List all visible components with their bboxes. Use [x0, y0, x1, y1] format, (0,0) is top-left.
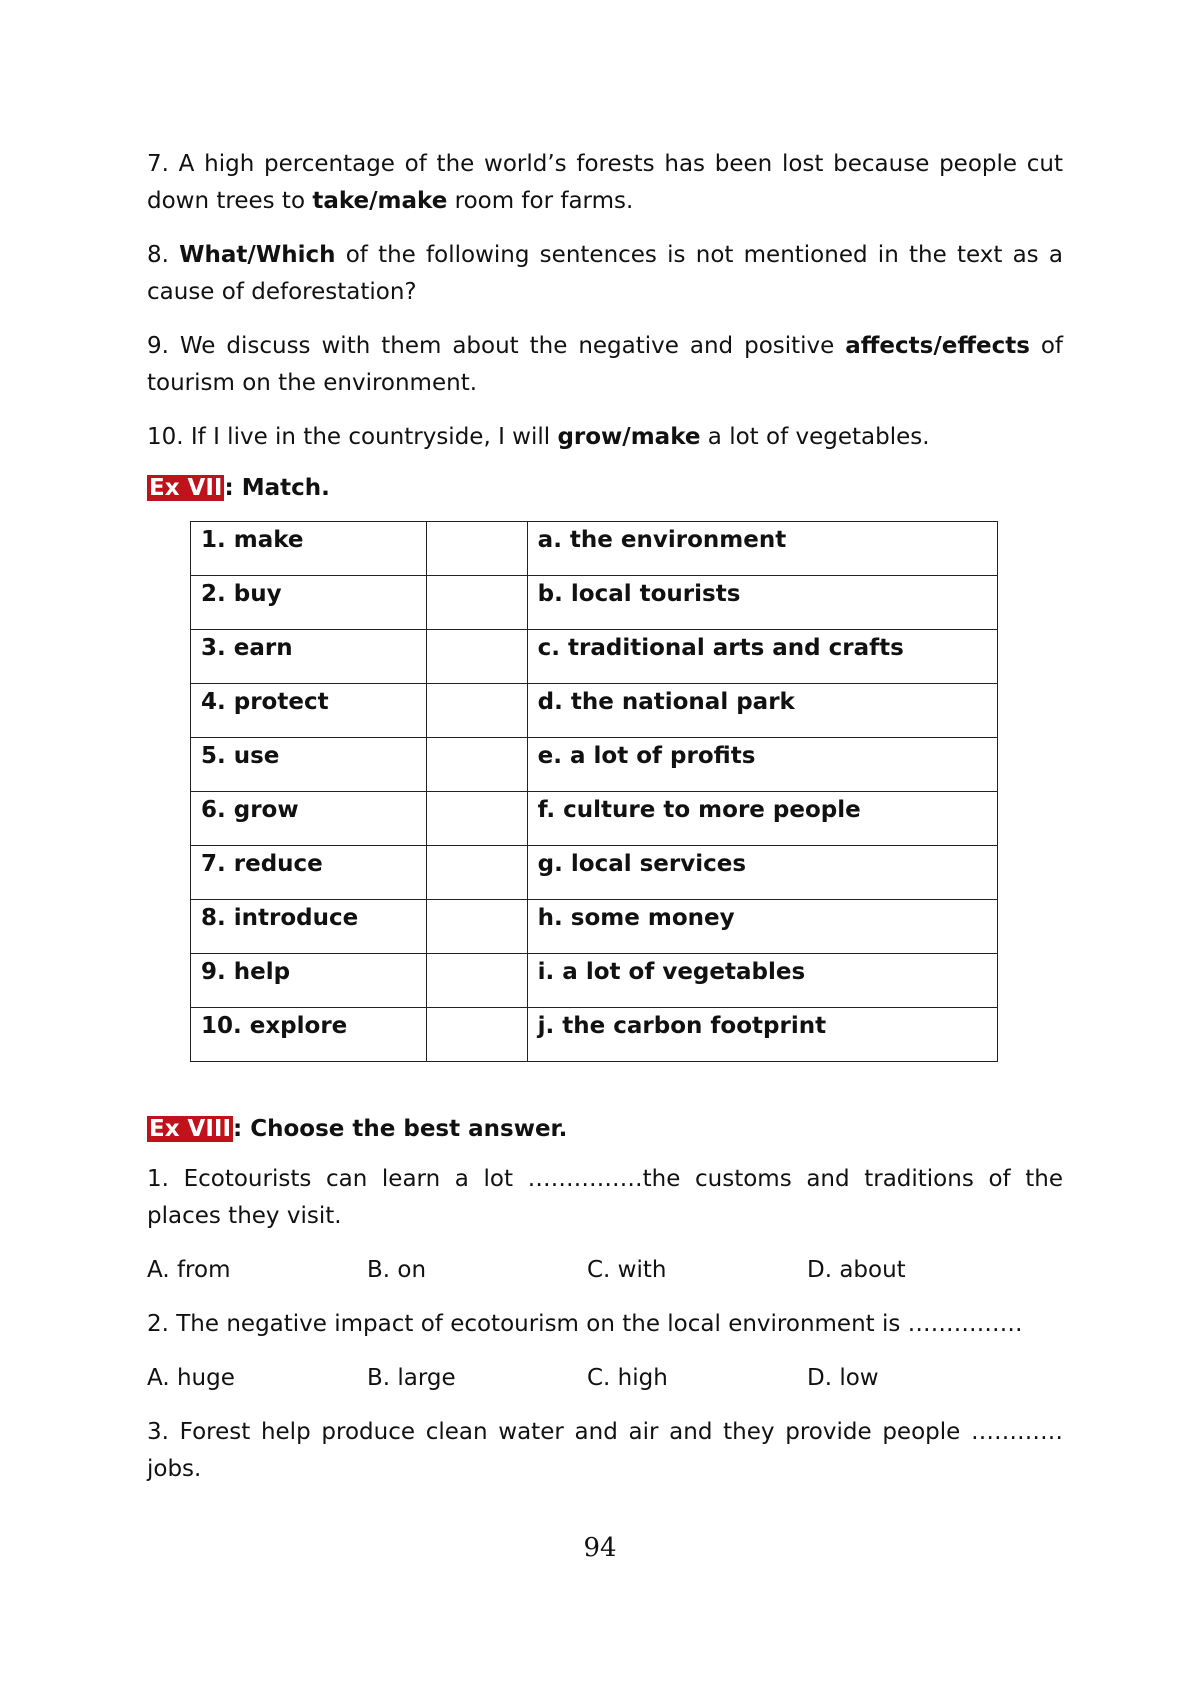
question-text: 9. We discuss with them about the negative and positive	[147, 333, 846, 359]
question-text: 8.	[147, 242, 180, 268]
exercise-title: : Choose the best answer.	[233, 1116, 568, 1142]
question-text: 7. A high percentage of the world’s forests has been lost because people cut down trees to	[147, 151, 1063, 214]
match-answer-cell[interactable]	[426, 630, 527, 684]
match-row	[191, 630, 998, 684]
match-row	[191, 954, 998, 1008]
match-answer-cell[interactable]	[426, 954, 527, 1008]
match-row	[191, 522, 998, 576]
match-right-cell: f. culture to more people	[527, 792, 997, 846]
option-a: A. huge	[147, 1365, 235, 1391]
question-choice: affects/effects	[845, 333, 1030, 359]
question-text: of tourism on the environment.	[147, 333, 1064, 396]
match-left-cell: 4. protect	[191, 684, 427, 738]
exercise-tag: Ex VII	[149, 475, 223, 501]
question-text: a lot of vegetables.	[700, 424, 930, 450]
match-right-cell: e. a lot of profits	[527, 738, 997, 792]
match-row	[191, 846, 998, 900]
match-answer-cell[interactable]	[426, 684, 527, 738]
match-right-cell: h. some money	[527, 900, 997, 954]
match-answer-cell[interactable]	[426, 846, 527, 900]
match-left-cell: 7. reduce	[191, 846, 427, 900]
question-text: 10. If I live in the countryside, I will	[147, 424, 558, 450]
match-answer-cell[interactable]	[426, 1008, 527, 1062]
exercise-title: : Match.	[224, 475, 330, 501]
page-number: 94	[583, 1533, 617, 1563]
option-c: C. with	[587, 1257, 667, 1283]
match-left-cell: 3. earn	[191, 630, 427, 684]
option-c: C. high	[587, 1365, 668, 1391]
option-a: A. from	[147, 1257, 231, 1283]
match-left-cell: 8. introduce	[191, 900, 427, 954]
question-choice: What/Which	[179, 242, 336, 268]
mc-question-3: 3. Forest help produce clean water and air and they provide people …………jobs.	[147, 1419, 1063, 1482]
match-left-cell: 2. buy	[191, 576, 427, 630]
match-answer-cell[interactable]	[426, 900, 527, 954]
match-row	[191, 900, 998, 954]
question-8	[147, 237, 1063, 311]
question-choice: grow/make	[557, 424, 701, 450]
mc-question-2: 2. The negative impact of ecotourism on the local environment is ……………	[147, 1311, 1023, 1337]
match-left-cell: 6. grow	[191, 792, 427, 846]
match-left-cell: 1. make	[191, 522, 427, 576]
match-right-cell: a. the environment	[527, 522, 997, 576]
match-right-cell: c. traditional arts and crafts	[527, 630, 997, 684]
question-9	[147, 328, 1063, 402]
match-row	[191, 576, 998, 630]
match-row	[191, 1008, 998, 1062]
exercise-7-heading	[147, 473, 1063, 503]
match-left-cell: 9. help	[191, 954, 427, 1008]
mc-options-1	[147, 1252, 1063, 1289]
option-b: B. large	[367, 1365, 456, 1391]
match-answer-cell[interactable]	[426, 738, 527, 792]
option-d: D. about	[807, 1257, 906, 1283]
question-10	[147, 419, 1063, 456]
match-answer-cell[interactable]	[426, 522, 527, 576]
match-answer-cell[interactable]	[426, 576, 527, 630]
question-choice: take/make	[312, 188, 448, 214]
question-7	[147, 146, 1063, 220]
match-right-cell: b. local tourists	[527, 576, 997, 630]
match-row	[191, 684, 998, 738]
match-right-cell: g. local services	[527, 846, 997, 900]
question-text: room for farms.	[447, 188, 634, 214]
match-right-cell: j. the carbon footprint	[527, 1008, 997, 1062]
mc-question-1: 1. Ecotourists can learn a lot ……………the customs and traditions of the places they visit.	[147, 1166, 1063, 1229]
exercise-8-heading	[147, 1114, 1063, 1144]
match-right-cell: i. a lot of vegetables	[527, 954, 997, 1008]
match-right-cell: d. the national park	[527, 684, 997, 738]
match-row	[191, 792, 998, 846]
question-text: of the following sentences is not mentioned in the text as a cause of deforestation?	[147, 242, 1063, 305]
match-left-cell: 10. explore	[191, 1008, 427, 1062]
option-b: B. on	[367, 1257, 427, 1283]
option-d: D. low	[807, 1365, 879, 1391]
match-table	[190, 521, 998, 1062]
match-left-cell: 5. use	[191, 738, 427, 792]
exercise-tag: Ex VIII	[149, 1116, 232, 1142]
mc-options-2	[147, 1360, 1063, 1397]
match-answer-cell[interactable]	[426, 792, 527, 846]
worksheet-page	[147, 146, 1063, 1505]
match-row	[191, 738, 998, 792]
